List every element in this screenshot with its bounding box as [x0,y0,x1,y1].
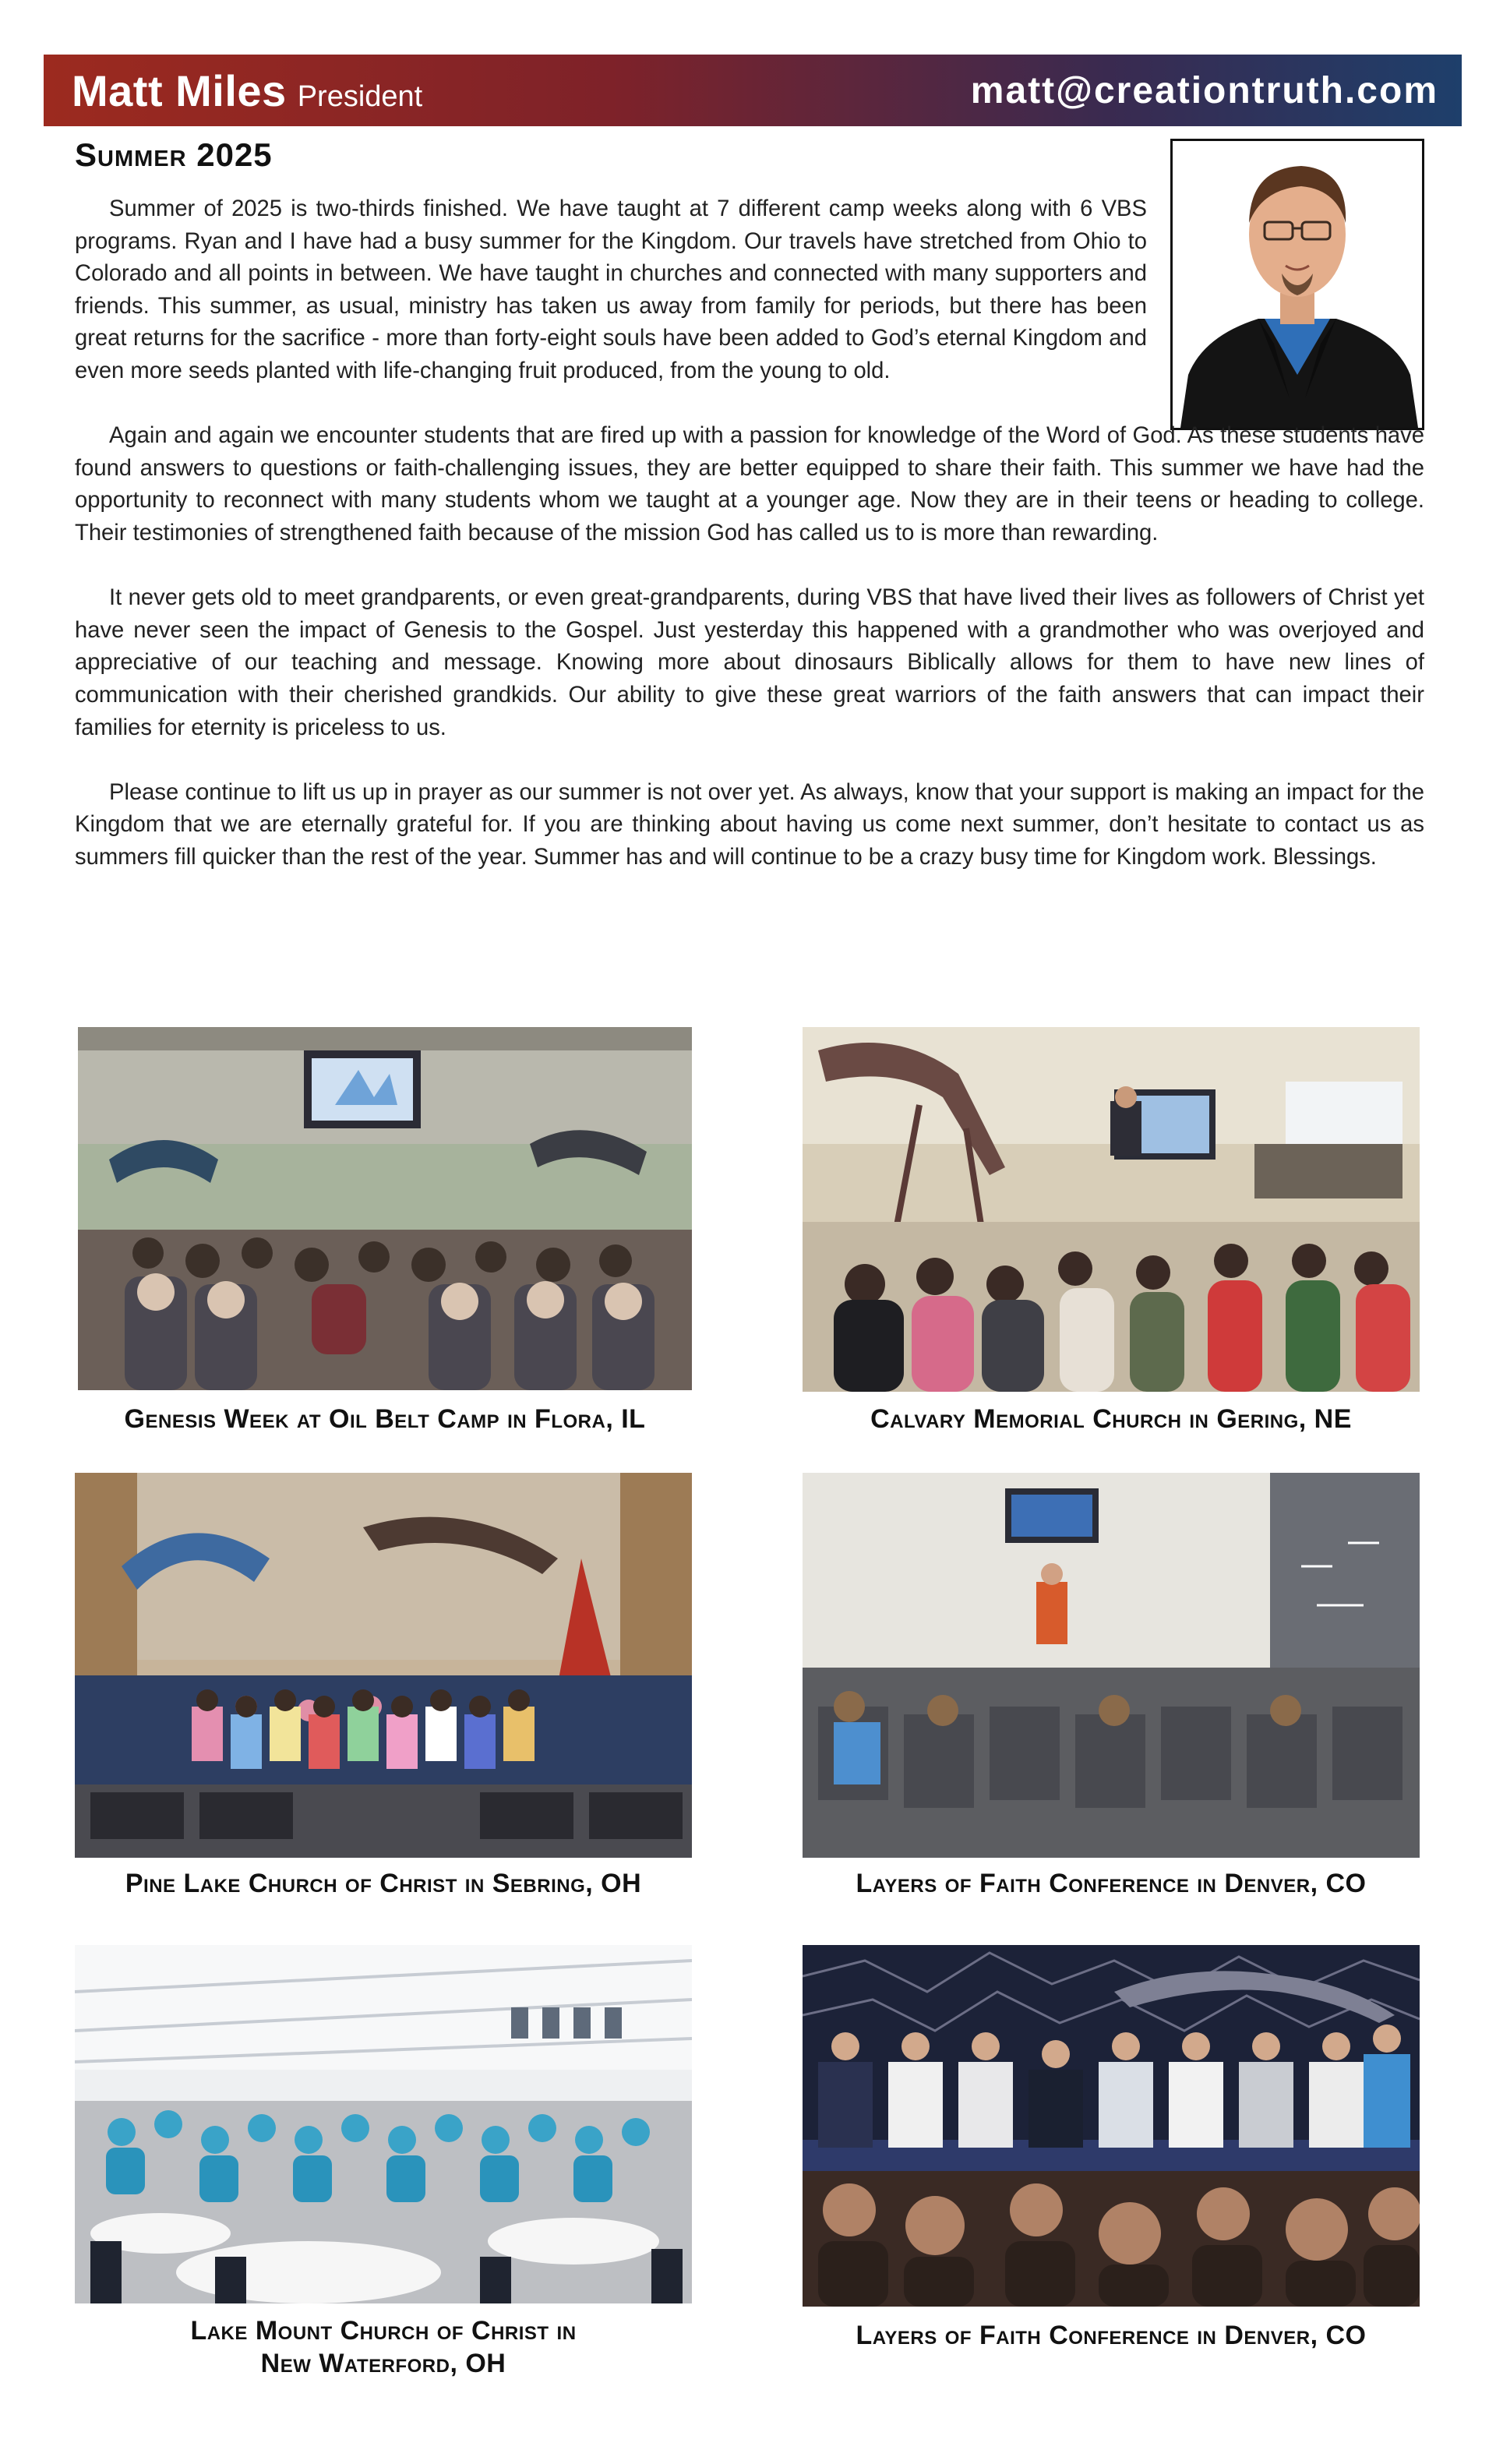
fellowship-hall-scene [75,1945,692,2303]
photo-lake-mount [75,1945,692,2303]
church-stage-kids-scene [75,1473,692,1858]
photo-genesis-week [78,1027,692,1390]
photo-layers-of-faith-2 [803,1945,1420,2307]
photo-layers-of-faith-1 [803,1473,1420,1858]
caption-layers-of-faith-2: Layers of Faith Conference in Denver, CO [856,2321,1367,2350]
gym-camp-scene [78,1027,692,1390]
conference-room-scene [803,1473,1420,1858]
header-banner [44,55,1462,126]
caption-calvary-memorial: Calvary Memorial Church in Gering, NE [870,1404,1352,1434]
paragraph-1: Summer of 2025 is two-thirds finished. We have taught at 7 different camp weeks along with 6 VBS programs. Ryan and I have had a busy summer for the Kingdom. Our travels have stretched from Ohio to Colorado and all points in between. We have taught in churches and connected with many supporters and friends. This summer, as usual, ministry has taken us away from family for periods, but there has been great returns for the sacrifice - more than forty-eight souls have been added to God’s eternal Kingdom and even more seeds planted with life-changing fruit produced, from the young to old. [75,196,1147,383]
article-body [75,193,1424,906]
author-role: President [297,79,423,113]
article-title: Summer 2025 [75,136,273,173]
author-email[interactable]: matt@creationtruth.com [970,69,1438,111]
paragraph-3: It never gets old to meet grandparents, or even great-grandparents, during VBS that have lived their lives as followers of Christ yet have never seen the impact of Genesis to the Gospel. Just yesterday this happened with a grandmother who was overjoyed and appreciative of our teaching and message. Knowing more about dinosaurs Biblically allows for them to have new lines of communication with their cherished grandkids. Our ability to give these great warriors of the faith answers that can impact their families for eternity is priceless to us. [75,585,1424,740]
author-block [72,65,422,116]
caption-genesis-week: Genesis Week at Oil Belt Camp in Flora, IL [124,1404,646,1434]
photo-pine-lake [75,1473,692,1858]
caption-lake-mount [75,2314,692,2380]
dinosaur-room-scene [803,1027,1420,1392]
caption-layers-of-faith-1: Layers of Faith Conference in Denver, CO [856,1869,1367,1898]
caption-lake-mount-line1: Lake Mount Church of Christ in [190,2316,577,2346]
caption-lake-mount-line2: New Waterford, OH [260,2349,506,2378]
photo-calvary-memorial [803,1027,1420,1392]
caption-pine-lake: Pine Lake Church of Christ in Sebring, OH [125,1869,642,1898]
paragraph-4: Please continue to lift us up in prayer as our summer is not over yet. As always, know that your support is making an impact for the Kingdom that we are eternally grateful for. If you are thinking about having us come next summer, don’t hesitate to contact us as summers fill quicker than the rest of the year. Summer has and will continue to be a crazy busy time for Kingdom work. Blessings. [75,779,1424,870]
panel-stage-scene [803,1945,1420,2307]
author-name: Matt Miles [72,65,287,115]
paragraph-2: Again and again we encounter students that are fired up with a passion for knowledge of the Word of God. As these students have found answers to questions or faith-challenging issues, they are better equipped to share their faith. This summer we have had the opportunity to reconnect with many students whom we taught at a younger age. Now they are in their teens or heading to college. Their testimonies of strengthened faith because of the mission God has called us to is more than rewarding. [75,423,1424,545]
